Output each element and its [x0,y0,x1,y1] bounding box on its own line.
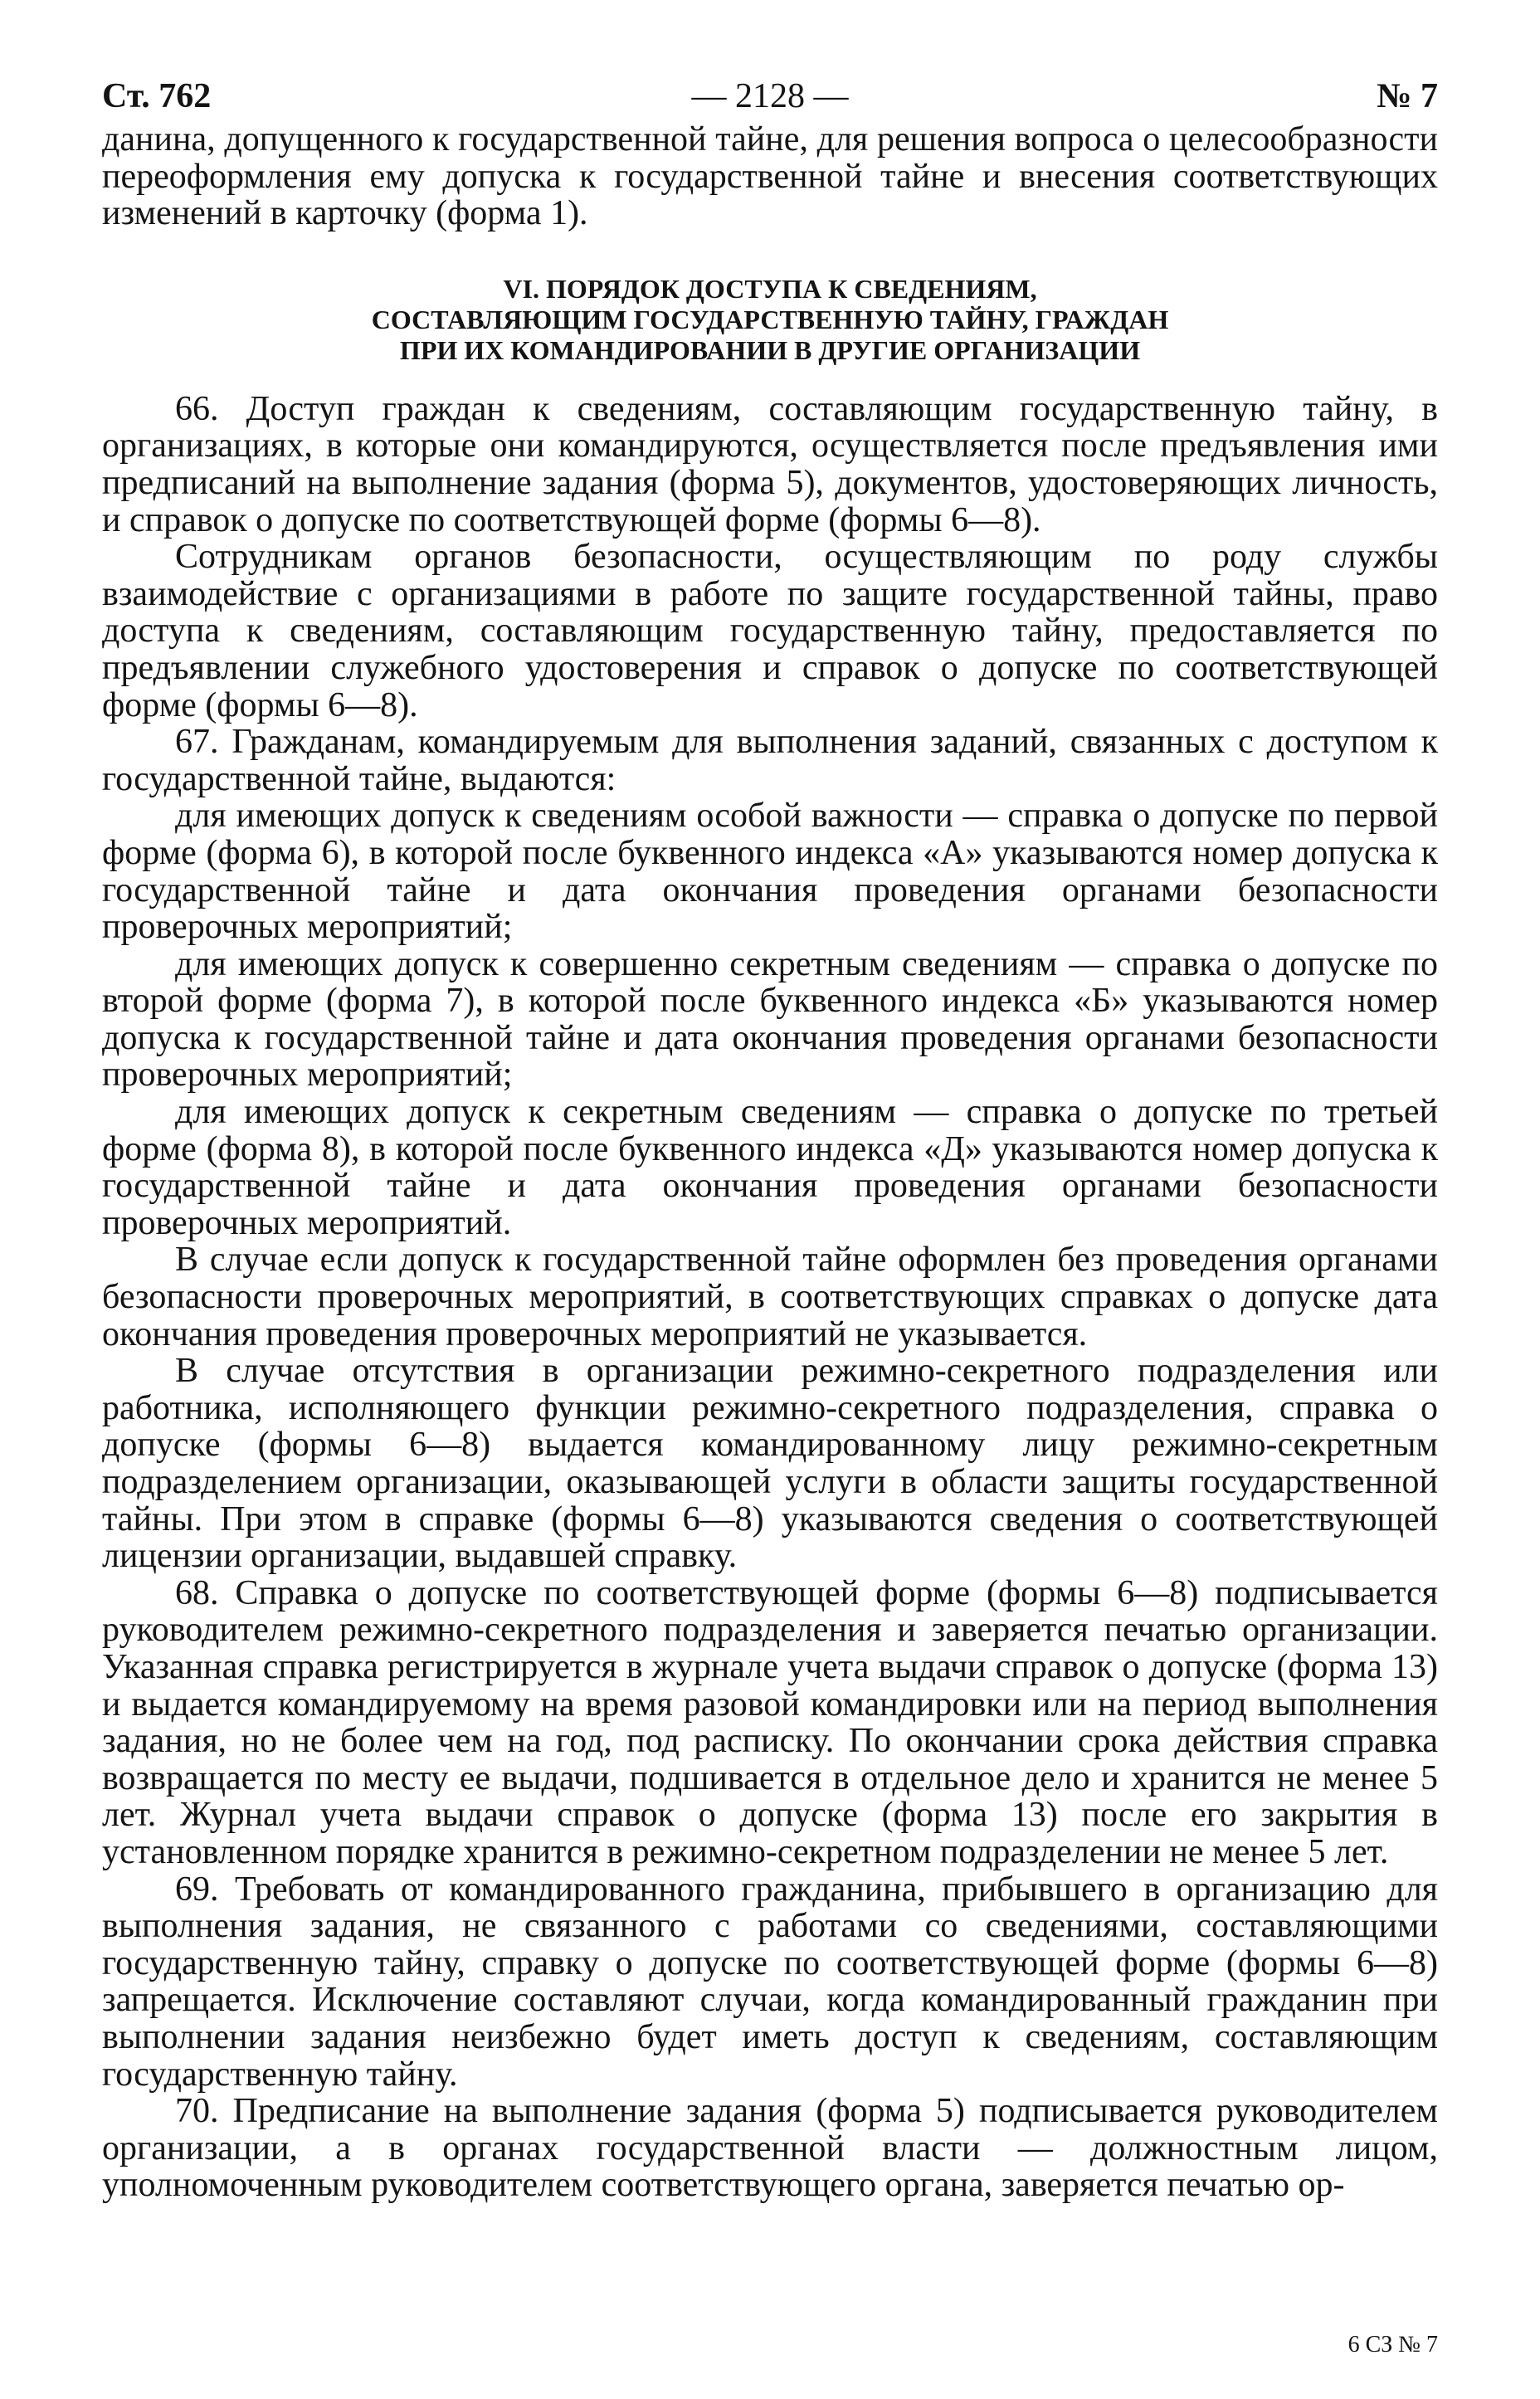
page-number: — 2128 — [691,77,849,115]
paragraph-66-security-staff: Сотрудникам органов безопасности, осуществляющим по роду службы взаимодействие с организациями в работе по защите государственной тайны, право доступа к сведениям, составляющим государственную тайну, предоставляется по предъявлении служебного удостоверения и справок о допуске по соответствующей форме (формы 6—8). [102,538,1438,724]
document-page [102,73,1438,2204]
article-number: Ст. 762 [102,77,212,115]
paragraph-69: 69. Требовать от командированного гражданина, прибывшего в организацию для выполнения задания, не связанного с работами со сведениями, составляющими государственную тайну, справку о допуске по соответствующей форме (формы 6—8) запрещается. Исключение составляют случаи, когда командированный гражданин при выполнении задания неизбежно будет иметь доступ к сведениям, составляющим государственную тайну. [102,1870,1438,2094]
paragraph-66: 66. Доступ граждан к сведениям, составляющим государственную тайну, в организациях, в которые они командируются, осуществляется после предъявления ими предписаний на выполнение задания (форма 5), документов, удостоверяющих личность, и справок о допуске по соответствующей форме (формы 6—8). [102,389,1438,539]
paragraph-67-form-1: для имеющих допуск к сведениям особой важности — справка о допуске по первой форме (форма 6), в которой после буквенного индекса «А» указываются номер допуска к государственной тайне и дата окончания проведения органами безопасности проверочных мероприятий; [102,797,1438,947]
paragraph-67-no-department: В случае отсутствия в организации режимно-секретного подразделения или работника, исполняющего функции режимно-секретного подразделения, справка о допуске (формы 6—8) выдается командированному лицу режимно-секретным подразделением организации, оказывающей услуги в области защиты государственной тайны. При этом в справке (формы 6—8) указываются сведения о соответствующей лицензии организации, выдавшей справку. [102,1352,1438,1576]
footer-signature: 6 СЗ № 7 [1348,2332,1438,2358]
intro-paragraph: данина, допущенного к государственной тайне, для решения вопроса о целесообразности переоформления ему допуска к государственной тайне и внесения соответствующих изменений в карточку (форма 1). [102,120,1438,233]
paragraph-68: 68. Справка о допуске по соответствующей форме (формы 6—8) подписывается руководителем режимно-секретного подразделения и заверяется печатью организации. Указанная справка регистрируется в журнале учета выдачи справок о допуске (форма 13) и выдается командируемому на время разовой командировки или на период выполнения задания, но не более чем на год, под расписку. По окончании срока действия справка возвращается по месту ее выдачи, подшивается в отдельное дело и хранится не менее 5 лет. Журнал учета выдачи справок о допуске (форма 13) после его закрытия в установленном порядке хранится в режимно-секретном подразделении не менее 5 лет. [102,1573,1438,1871]
document-body [102,121,1438,2204]
paragraph-70: 70. Предписание на выполнение задания (форма 5) подписывается руководителем организации, а в органах государственной власти — должностным лицом, уполномоченным руководителем соответствующего органа, заверяется печатью ор- [102,2092,1438,2205]
section-title-line: СОСТАВЛЯЮЩИМ ГОСУДАРСТВЕННУЮ ТАЙНУ, ГРАЖДАН [371,304,1169,334]
section-title-line: ПРИ ИХ КОМАНДИРОВАНИИ В ДРУГИЕ ОРГАНИЗАЦИИ [399,334,1141,365]
paragraph-67-form-2: для имеющих допуск к совершенно секретным сведениям — справка о допуске по второй форме (форма 7), в которой после буквенного индекса «Б» указываются номер допуска к государственной тайне и дата окончания проведения органами безопасности проверочных мероприятий; [102,944,1438,1095]
paragraph-67: 67. Гражданам, командируемым для выполнения заданий, связанных с доступом к государственной тайне, выдаются: [102,723,1438,798]
paragraph-67-no-checks: В случае если допуск к государственной тайне оформлен без проведения органами безопасности проверочных мероприятий, в соответствующих справках о допуске дата окончания проведения проверочных мероприятий не указывается. [102,1241,1438,1353]
page-header [102,73,1438,119]
section-title [102,274,1438,366]
paragraph-67-form-3: для имеющих допуск к секретным сведениям — справка о допуске по третьей форме (форма 8), в которой после буквенного индекса «Д» указываются номер допуска к государственной тайне и дата окончания проведения органами безопасности проверочных мероприятий. [102,1093,1438,1242]
issue-number: № 7 [1377,77,1438,115]
section-title-line: VI. ПОРЯДОК ДОСТУПА К СВЕДЕНИЯМ, [503,273,1037,304]
